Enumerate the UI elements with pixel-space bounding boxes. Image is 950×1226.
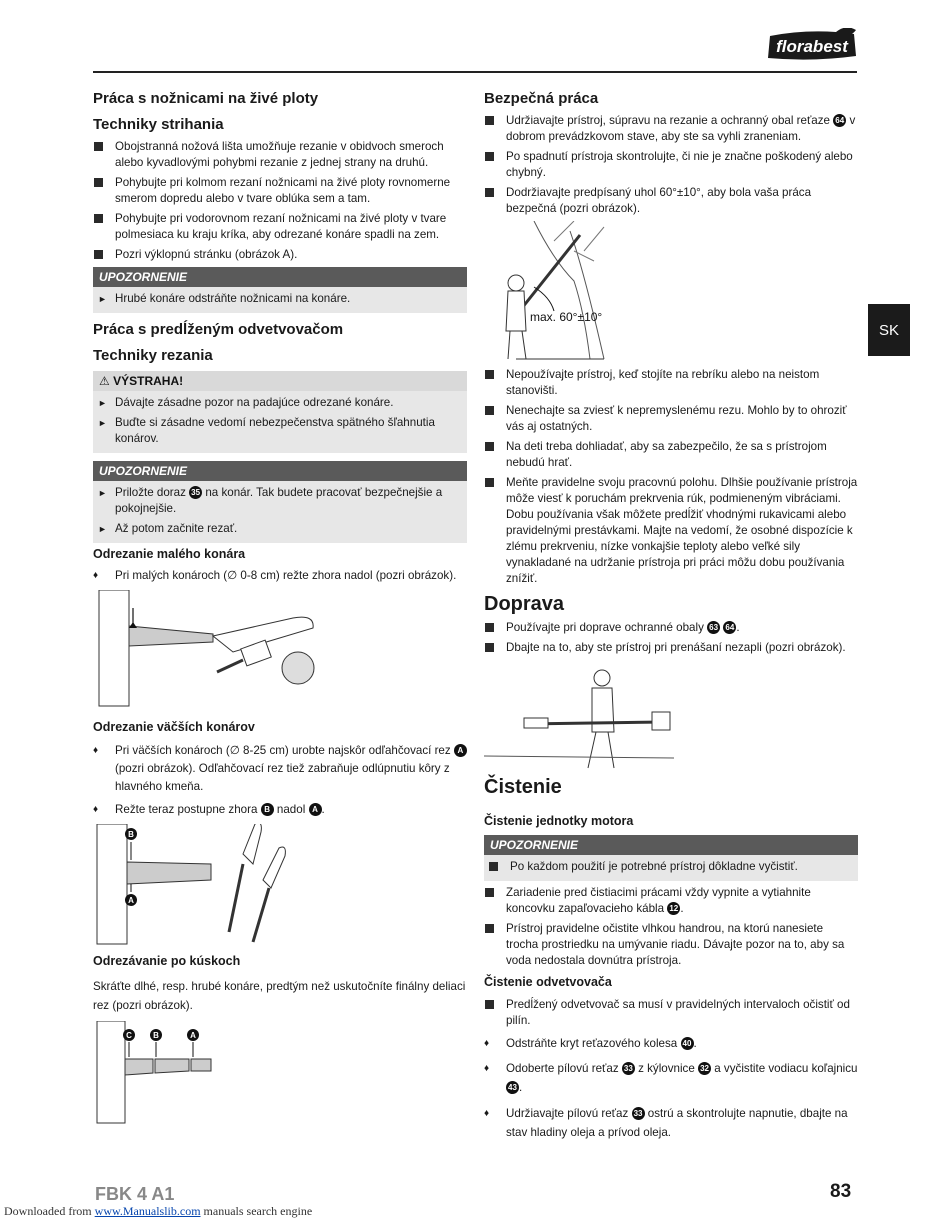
text-part: Odoberte pílovú reťaz (506, 1062, 619, 1075)
list-item: Na deti treba dohliadať, aby sa zabezpečilo, že sa s prístrojom nebudú hrať. (484, 439, 858, 471)
heading-cut-techniques: Techniky strihania (93, 116, 224, 133)
figure-small-branch (93, 590, 467, 708)
list-item: Pohybujte pri kolmom rezaní nožnicami na živé ploty rovnomerne smerom dopredu alebo v tvare oblúka sem a tam. (93, 175, 467, 207)
part-number-badge: 33 (622, 1062, 635, 1075)
part-number-badge: 40 (681, 1037, 694, 1050)
text-part: Udržiavajte pílovú reťaz (506, 1107, 629, 1120)
text-part: Pri väčších konároch (∅ 8-25 cm) urobte najskôr odľahčovací rez (115, 744, 451, 757)
part-number-badge: 33 (632, 1107, 645, 1120)
notice-box-1 (93, 267, 467, 313)
text-part: (pozri obrázok). Odľahčovací rez tiež zabraňuje odlúpnutiu kôry z hlavného kmeňa. (115, 762, 450, 793)
marker-a-label: A (190, 1031, 196, 1040)
list-item: Zariadenie pred čistiacimi prácami vždy vypnite a vytiahnite koncovku zapaľovacieho kábla 12 . (484, 885, 858, 917)
warning-heading-text: VÝSTRAHA! (113, 374, 184, 388)
language-tab: SK (868, 304, 910, 356)
heading-clean-pruner: Čistenie odvetvovača (484, 975, 612, 989)
list-item: ► Buďte si zásadne vedomí nebezpečenstva spätného šľahnutia konárov. (93, 415, 461, 447)
notice-heading: UPOZORNENIE (93, 267, 467, 287)
manualslib-link[interactable]: www.Manualslib.com (94, 1204, 201, 1218)
list-item: ► Až potom začnite rezať. (93, 521, 461, 537)
page-number: 83 (830, 1181, 852, 1202)
figure-pieces (93, 1021, 467, 1125)
warning-box (93, 371, 467, 453)
list-item: ► Dávajte zásadne pozor na padajúce odrezané konáre. (93, 395, 461, 411)
list-item: Obojstranná nožová lišta umožňuje rezanie v obidvoch smeroch alebo kyvadlovými pohybmi rezanie z jednej strany na druhú. (93, 139, 467, 171)
logo-text: florabest (776, 37, 848, 56)
text-part: Používajte pri doprave ochranné obaly (506, 621, 704, 634)
list-item: ► Hrubé konáre odstráňte nožnicami na konáre. (93, 291, 461, 307)
list-item: Pozri výklopnú stránku (obrázok A). (93, 247, 467, 263)
download-notice (4, 1204, 312, 1219)
heading-small-branch: Odrezanie malého konára (93, 547, 246, 561)
list-item (484, 1104, 858, 1142)
heading-pruner: Práca s predĺženým odvetvovačom (93, 321, 344, 338)
marker-b-label: B (153, 1031, 159, 1040)
list-item: ♦ Režte teraz postupne zhora B nadol A . (93, 802, 467, 818)
left-column (93, 88, 467, 1125)
header-rule (93, 71, 857, 73)
part-number-badge: 43 (506, 1081, 519, 1094)
download-prefix: Downloaded from (4, 1204, 92, 1218)
figure-transport (484, 660, 858, 772)
list-item: Meňte pravidelne svoju pracovnú polohu. Dlhšie používanie prístroja môže viesť k poruchám prekrvenia rúk, podmieneným vibráciami. Dobu používania však môžete predĺžiť vhodnými rukavicami alebo pravidelnými prestávkami. Majte na vedomí, že osobné dispozície k zlému prekrveniu, nízke vonkajšie teploty alebo veľké sily vynakladané na udržanie prístroja pri práci môžu dobu používania znížiť. (484, 475, 858, 587)
notice-heading: UPOZORNENIE (484, 835, 858, 855)
text-part: z kýlovnice (638, 1062, 695, 1075)
list-item: Predĺžený odvetvovač sa musí v pravidelných intervaloch očistiť od pilín. (484, 997, 858, 1029)
list-item: Po spadnutí prístroja skontrolujte, či nie je značne poškodený alebo chybný. (484, 149, 858, 181)
warning-triangle-icon: ⚠ (99, 374, 110, 388)
angle-label: max. 60°±10° (530, 310, 603, 324)
marker-b-label: B (128, 830, 134, 839)
text-part: Priložte doraz (115, 486, 186, 499)
brand-logo (766, 28, 858, 62)
heading-cleaning: Čistenie (484, 776, 562, 798)
figure-large-branch (93, 824, 467, 946)
text-part: v dobrom prevádzkovom stave, aby ste sa vyhli zraneniam. (506, 114, 856, 143)
part-number-badge: 64 (833, 114, 846, 127)
notice-box-2 (93, 461, 467, 543)
cut-list (93, 139, 467, 263)
figure-angle (494, 221, 858, 361)
list-item (484, 113, 858, 145)
download-suffix: manuals search engine (203, 1204, 313, 1218)
heading-pieces: Odrezávanie po kúskoch (93, 954, 241, 968)
text-part: Režte teraz postupne zhora (115, 803, 258, 816)
notice-box-3 (484, 835, 858, 881)
marker-c-label: C (126, 1031, 132, 1040)
text-part: Udržiavajte prístroj, súpravu na rezanie a ochranný obal reťaze (506, 114, 830, 127)
text-part: Odstráňte kryt reťazového kolesa (506, 1037, 678, 1050)
part-number-badge: 12 (667, 902, 680, 915)
text-part: na konár. Tak budete pracovať bezpečnejšie a pokojnejšie. (115, 486, 443, 515)
heading-saw-techniques: Techniky rezania (93, 347, 213, 364)
heading-safe-work: Bezpečná práca (484, 90, 599, 107)
list-item: Nenechajte sa zviesť k nepremyslenému rezu. Mohlo by to ohroziť vás aj ostatných. (484, 403, 858, 435)
part-number-badge: 63 (707, 621, 720, 634)
text-part: a vyčistite vodiacu koľajnicu (714, 1062, 858, 1075)
marker-a-label: A (128, 896, 134, 905)
list-item: Dbajte na to, aby ste prístroj pri prenášaní nezapli (pozri obrázok). (484, 640, 858, 656)
text-part: ostrú a skontrolujte napnutie, dbajte na stav hladiny oleja a prívod oleja. (506, 1107, 848, 1139)
list-item: Pohybujte pri vodorovnom rezaní nožnicami na živé ploty v tvare polmesiaca ku kraju kríka, aby odrezané konáre spadli na zem. (93, 211, 467, 243)
pieces-text: Skráťte dlhé, resp. hrubé konáre, predtým než uskutočníte finálny deliaci rez (pozri obrázok). (93, 980, 466, 1012)
list-item: Dodržiavajte predpísaný uhol 60°±10°, aby bola vaša práca bezpečná (pozri obrázok). (484, 185, 858, 217)
part-number-badge: 32 (698, 1062, 711, 1075)
text-part: nadol (276, 803, 306, 816)
model-name: FBK 4 A1 (95, 1184, 175, 1204)
heading-hedge: Práca s nožnicami na živé ploty (93, 90, 319, 107)
notice-heading: UPOZORNENIE (93, 461, 467, 481)
marker-b-badge: B (261, 803, 274, 816)
heading-transport: Doprava (484, 593, 565, 615)
heading-clean-motor: Čistenie jednotky motora (484, 814, 634, 828)
list-item (93, 485, 461, 517)
list-item: Prístroj pravidelne očistite vlhkou handrou, na ktorú nanesiete trocha prostriedku na umývanie riadu. Dávajte pozor na to, aby sa voda nedostala dovnútra prístroja. (484, 921, 858, 969)
list-item: Nepoužívajte prístroj, keď stojíte na rebríku alebo na neistom stanovišti. (484, 367, 858, 399)
warning-heading (93, 371, 467, 391)
heading-large-branch: Odrezanie väčších konárov (93, 720, 255, 734)
list-item: ♦ Odoberte pílovú reťaz 33 z kýlovnice 32 a vyčistite vodiacu koľajnicu 43 . (484, 1059, 858, 1097)
text-part: Zariadenie pred čistiacimi prácami vždy vypnite a vytiahnite koncovku zapaľovacieho kábla (506, 886, 811, 915)
list-item: ♦ Odstráňte kryt reťazového kolesa 40 . (484, 1036, 858, 1052)
part-number-badge: 64 (723, 621, 736, 634)
marker-a-badge: A (454, 744, 467, 757)
list-item: Používajte pri doprave ochranné obaly 63 64 . (484, 620, 858, 636)
part-number-badge: 35 (189, 486, 202, 499)
list-item: Po každom použití je potrebné prístroj dôkladne vyčistiť. (488, 859, 852, 875)
list-item: ♦ Pri malých konároch (∅ 0-8 cm) režte zhora nadol (pozri obrázok). (93, 568, 467, 584)
right-column (484, 88, 858, 1148)
list-item (93, 742, 467, 796)
marker-a-badge: A (309, 803, 322, 816)
